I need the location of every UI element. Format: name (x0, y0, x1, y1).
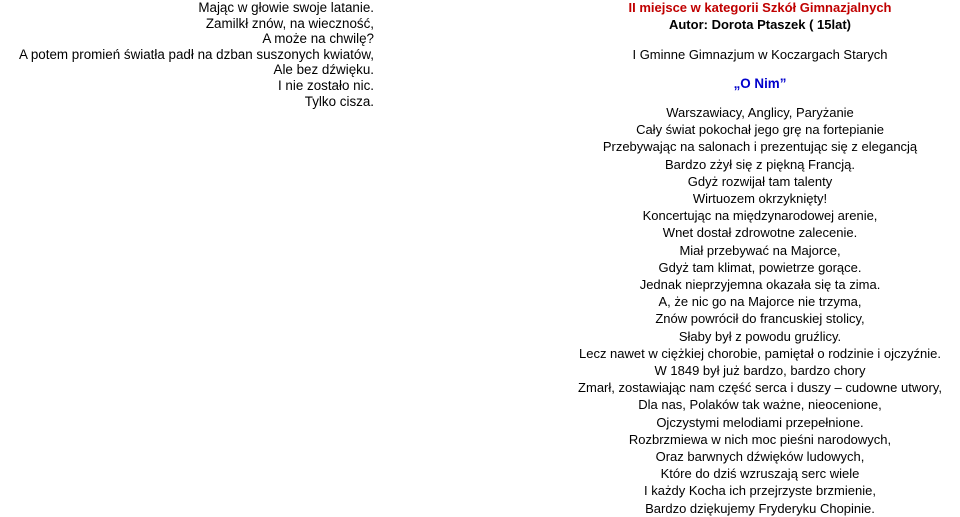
award-place-heading: II miejsce w kategorii Szkół Gimnazjalnych (628, 0, 892, 15)
poem-line: Które do dziś wzruszają serc wiele (660, 466, 860, 482)
poem-title: „O Nim” (733, 76, 787, 91)
poem-line: Wirtuozem okrzyknięty! (692, 191, 828, 207)
left-poem-column (0, 0, 374, 109)
poem-line: Cały świat pokochał jego grę na fortepianie (636, 122, 884, 138)
left-poem-line: Zamilkł znów, na wieczność, (205, 15, 374, 31)
poem-line: Gdyż rozwijał tam talenty (687, 173, 833, 189)
poem-line: Zmarł, zostawiając nam część serca i duszy – cudowne utwory, (578, 380, 942, 396)
school-line: I Gminne Gimnazjum w Koczargach Starych (632, 47, 888, 62)
poem-line: Dla nas, Polaków tak ważne, nieocenione, (638, 397, 882, 413)
poem-line: Słaby był z powodu gruźlicy. (678, 328, 842, 344)
left-poem-line: Ale bez dźwięku. (273, 62, 374, 78)
poem-line: Miał przebywać na Majorce, (679, 242, 841, 258)
left-poem-line: Mając w głowie swoje latanie. (198, 0, 374, 15)
left-poem-line: I nie zostało nic. (277, 77, 374, 93)
poem-line: Warszawiacy, Anglicy, Paryżanie (666, 105, 854, 120)
poem-line: Ojczystymi melodiami przepełnione. (656, 414, 864, 430)
poem-line: Jednak nieprzyjemna okazała się ta zima. (639, 277, 881, 293)
poem-line: A, że nic go na Majorce nie trzyma, (658, 294, 862, 310)
left-poem-line: A może na chwilę? (262, 31, 374, 47)
poem-line: Bardzo dziękujemy Fryderyku Chopinie. (645, 500, 875, 516)
poem-line: Rozbrzmiewa w nich moc pieśni narodowych, (628, 431, 892, 447)
poem-line: Wnet dostał zdrowotne zalecenie. (662, 225, 858, 241)
poem-line: Bardzo zżył się z piękną Francją. (664, 156, 856, 172)
poem-line: Koncertując na międzynarodowej arenie, (642, 208, 878, 224)
poem-line: Gdyż tam klimat, powietrze gorące. (658, 259, 862, 275)
poem-line: Lecz nawet w ciężkiej chorobie, pamiętał o rodzinie i ojczyźnie. (578, 345, 941, 361)
right-poem-column (575, 0, 945, 517)
left-poem-line: Tylko cisza. (304, 93, 374, 109)
poem-line: I każdy Kocha ich przejrzyste brzmienie, (644, 483, 876, 499)
poem-body (575, 104, 945, 517)
poem-line: W 1849 był już bardzo, bardzo chory (654, 363, 866, 379)
poem-line: Przebywając na salonach i prezentując się z elegancją (602, 139, 918, 155)
poem-line: Oraz barwnych dźwięków ludowych, (655, 449, 865, 465)
left-poem-line: A potem promień światła padł na dzban suszonych kwiatów, (18, 46, 374, 62)
author-line: Autor: Dorota Ptaszek ( 15lat) (668, 17, 852, 32)
poem-line: Znów powrócił do francuskiej stolicy, (655, 311, 865, 327)
